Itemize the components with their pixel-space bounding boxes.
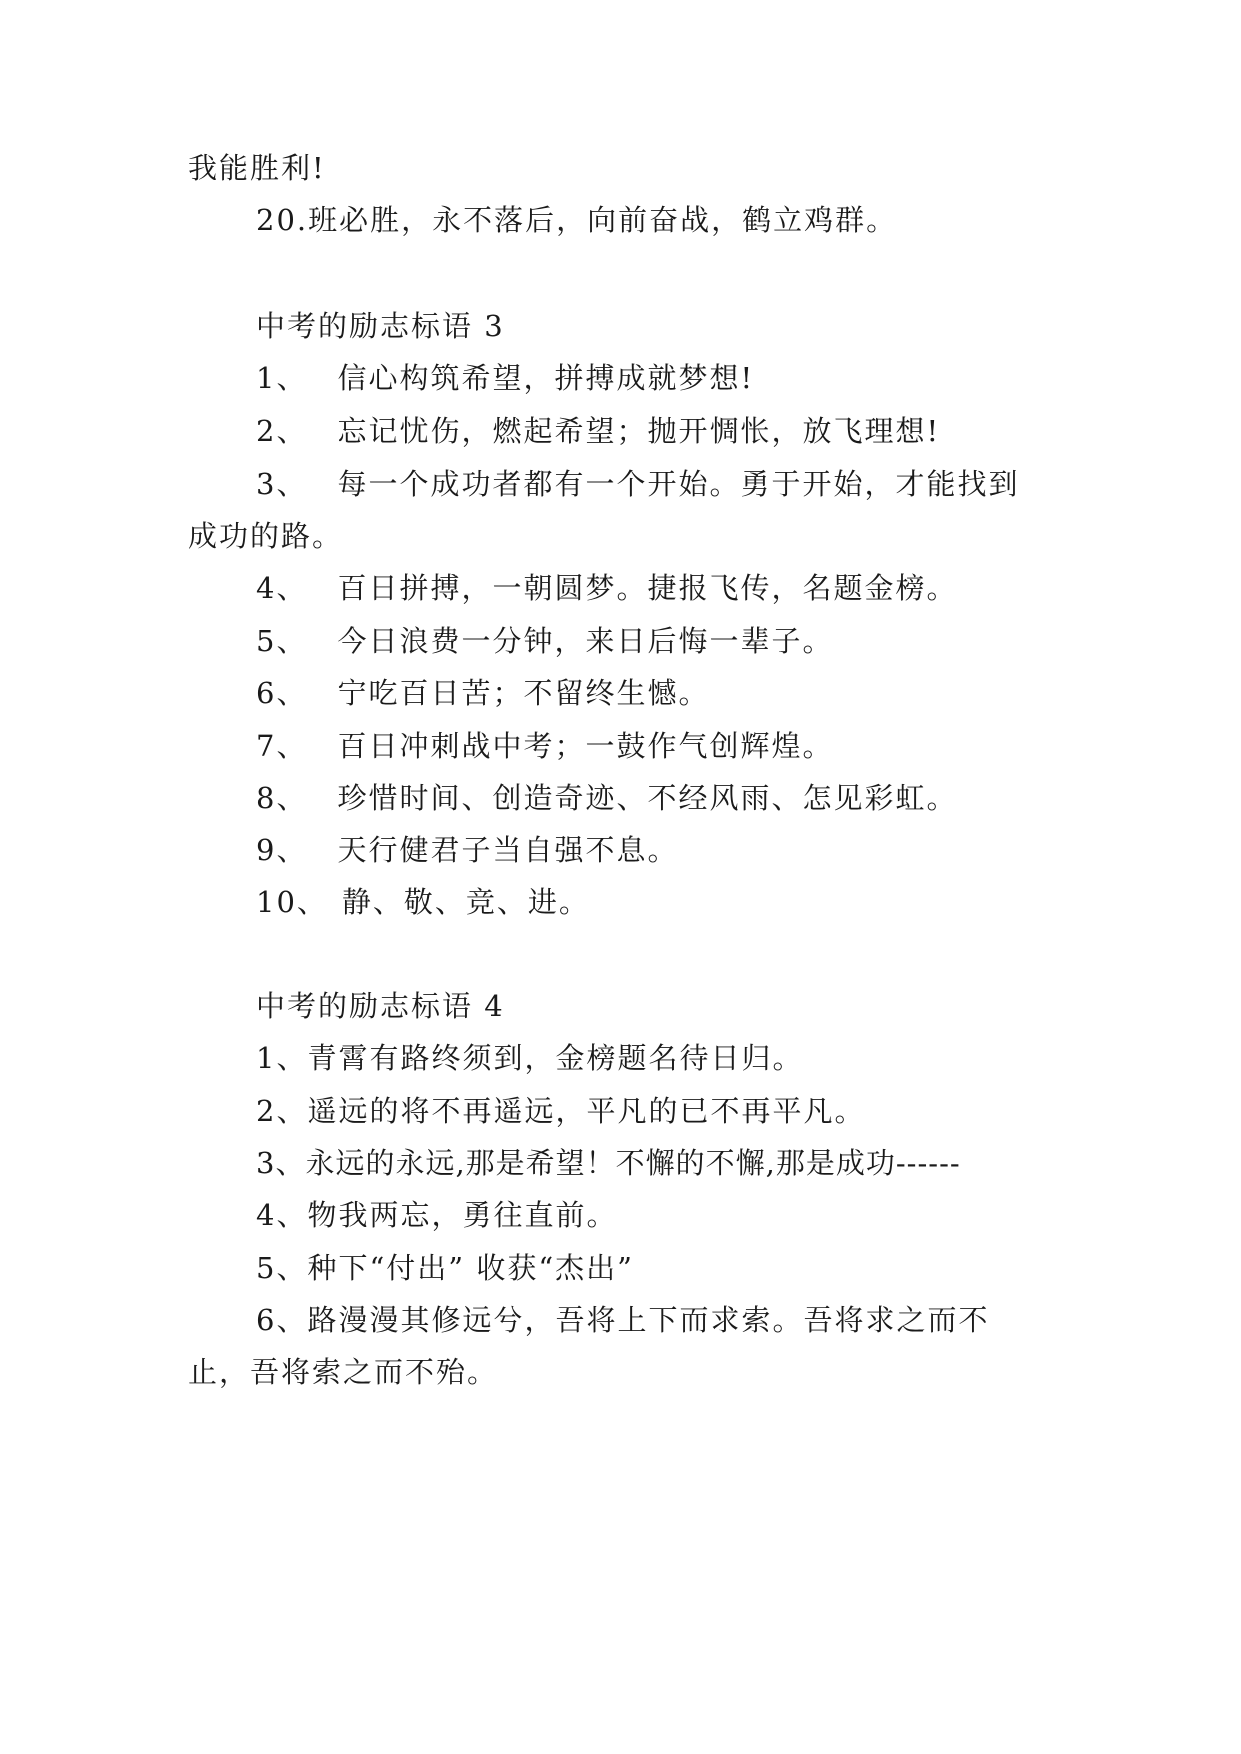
list-item: 5、种下“付出” 收获“杰出” <box>256 1251 634 1285</box>
item-text: 百日拼搏，一朝圆梦。捷报飞传，名题金榜。 <box>337 571 958 605</box>
list-item <box>256 728 833 764</box>
list-item <box>256 570 957 606</box>
item-text: 天行健君子当自强不息。 <box>337 833 679 867</box>
item-text: 忘记忧伤，燃起希望；抛开惆怅，放飞理想! <box>337 414 941 448</box>
list-item-continuation: 成功的路。 <box>188 519 344 553</box>
list-item: 3、永远的永远,那是希望！不懈的不懈,那是成功------ <box>256 1146 961 1180</box>
item-text: 宁吃百日苦；不留终生憾。 <box>337 676 710 710</box>
list-item: 2、遥远的将不再遥远，平凡的已不再平凡。 <box>256 1094 866 1128</box>
section-heading-4: 中考的励志标语 4 <box>256 989 505 1023</box>
list-item: 1、青霄有路终须到，金榜题名待日归。 <box>256 1041 804 1075</box>
list-item: 6、路漫漫其修远兮，吾将上下而求索。吾将求之而不 <box>256 1303 990 1337</box>
item-number: 3、 <box>256 467 308 501</box>
item-number: 6、 <box>256 676 308 710</box>
item-number: 5、 <box>256 624 308 658</box>
item-number: 7、 <box>256 729 308 763</box>
item-number: 9、 <box>256 833 308 867</box>
item-text: 珍惜时间、创造奇迹、不经风雨、怎见彩虹。 <box>337 781 958 815</box>
item-number: 1、 <box>256 361 308 395</box>
item-text: 信心构筑希望，拼搏成就梦想! <box>337 361 755 395</box>
list-item <box>256 780 957 816</box>
list-item <box>256 675 709 711</box>
item-number: 10、 <box>256 885 328 919</box>
list-item <box>256 832 678 868</box>
section-heading-3: 中考的励志标语 3 <box>256 309 505 343</box>
list-item <box>256 623 833 659</box>
list-item <box>256 884 590 920</box>
paragraph-continuation: 我能胜利! <box>188 151 326 185</box>
list-item <box>256 360 754 396</box>
list-item <box>256 466 1019 502</box>
item-number: 8、 <box>256 781 308 815</box>
item-number: 2、 <box>256 414 308 448</box>
item-text: 静、敬、竞、进。 <box>341 885 590 919</box>
item-number: 4、 <box>256 571 308 605</box>
list-item: 4、物我两忘，勇往直前。 <box>256 1198 618 1232</box>
item-text: 百日冲刺战中考；一鼓作气创辉煌。 <box>337 729 834 763</box>
list-item <box>256 413 940 449</box>
item-text: 每一个成功者都有一个开始。勇于开始，才能找到 <box>337 467 1020 501</box>
slogan-item-20: 20.班必胜，永不落后，向前奋战，鹤立鸡群。 <box>256 203 898 237</box>
item-text: 今日浪费一分钟，来日后悔一辈子。 <box>337 624 834 658</box>
list-item-continuation: 止，吾将索之而不殆。 <box>188 1355 499 1389</box>
